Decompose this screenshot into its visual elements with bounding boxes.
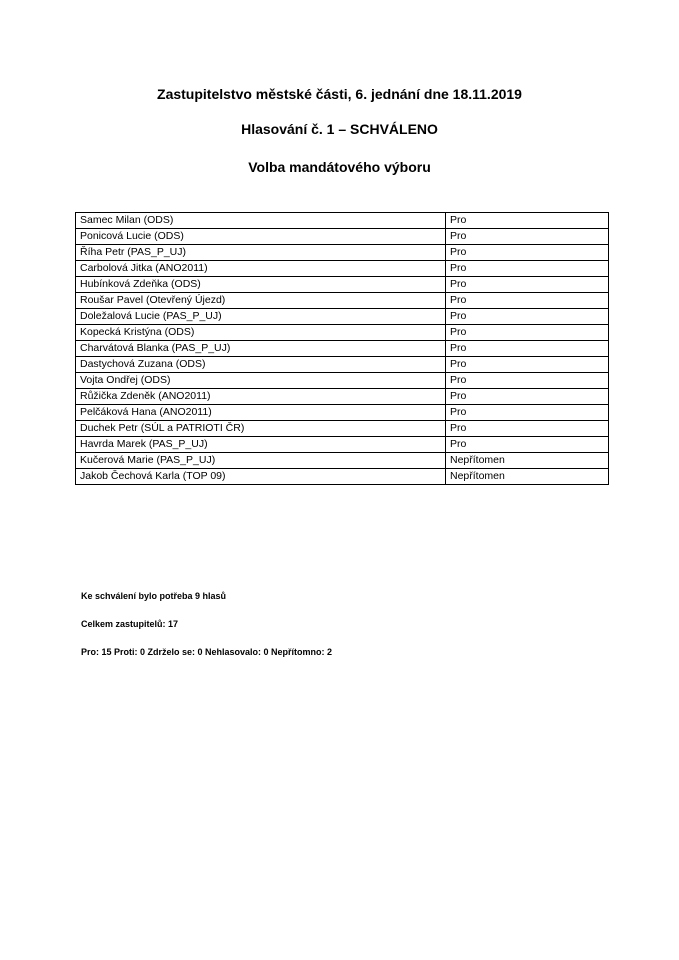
member-vote: Pro [446, 421, 609, 437]
table-row [76, 261, 609, 277]
member-vote: Pro [446, 213, 609, 229]
member-vote: Pro [446, 261, 609, 277]
member-name: Carbolová Jitka (ANO2011) [76, 261, 446, 277]
member-vote: Pro [446, 341, 609, 357]
vote-table [75, 212, 609, 485]
member-name: Havrda Marek (PAS_P_UJ) [76, 437, 446, 453]
total-members-text: Celkem zastupitelů: 17 [81, 619, 179, 629]
member-name: Roušar Pavel (Otevřený Újezd) [76, 293, 446, 309]
member-name: Ponicová Lucie (ODS) [76, 229, 446, 245]
member-vote: Pro [446, 293, 609, 309]
member-vote: Pro [446, 389, 609, 405]
member-name: Kučerová Marie (PAS_P_UJ) [76, 453, 446, 469]
member-name: Pelčáková Hana (ANO2011) [76, 405, 446, 421]
table-row [76, 277, 609, 293]
required-votes-text: Ke schválení bylo potřeba 9 hlasů [81, 591, 227, 601]
table-row [76, 341, 609, 357]
table-row [76, 245, 609, 261]
member-vote: Nepřítomen [446, 453, 609, 469]
member-name: Kopecká Kristýna (ODS) [76, 325, 446, 341]
member-name: Jakob Čechová Karla (TOP 09) [76, 469, 446, 485]
member-name: Hubínková Zdeňka (ODS) [76, 277, 446, 293]
table-row [76, 357, 609, 373]
table-row [76, 437, 609, 453]
member-name: Charvátová Blanka (PAS_P_UJ) [76, 341, 446, 357]
member-vote: Nepřítomen [446, 469, 609, 485]
member-vote: Pro [446, 277, 609, 293]
table-row [76, 309, 609, 325]
member-vote: Pro [446, 373, 609, 389]
table-row [76, 453, 609, 469]
member-vote: Pro [446, 229, 609, 245]
member-name: Dastychová Zuzana (ODS) [76, 357, 446, 373]
table-row [76, 213, 609, 229]
table-row [76, 373, 609, 389]
member-name: Růžička Zdeněk (ANO2011) [76, 389, 446, 405]
member-vote: Pro [446, 245, 609, 261]
member-name: Duchek Petr (SÚL a PATRIOTI ČR) [76, 421, 446, 437]
table-row [76, 229, 609, 245]
table-row [76, 421, 609, 437]
member-name: Vojta Ondřej (ODS) [76, 373, 446, 389]
member-name: Říha Petr (PAS_P_UJ) [76, 245, 446, 261]
member-vote: Pro [446, 309, 609, 325]
member-name: Doležalová Lucie (PAS_P_UJ) [76, 309, 446, 325]
vote-subject-heading: Volba mandátového výboru [248, 159, 431, 175]
vote-number-heading: Hlasování č. 1 – SCHVÁLENO [241, 121, 438, 137]
member-vote: Pro [446, 357, 609, 373]
document-title: Zastupitelstvo městské části, 6. jednání dne 18.11.2019 [157, 86, 522, 102]
member-vote: Pro [446, 325, 609, 341]
table-row [76, 325, 609, 341]
table-row [76, 405, 609, 421]
member-vote: Pro [446, 405, 609, 421]
vote-result-text: Pro: 15 Proti: 0 Zdrželo se: 0 Nehlasovalo: 0 Nepřítomno: 2 [81, 647, 333, 657]
table-row [76, 293, 609, 309]
table-row [76, 389, 609, 405]
member-vote: Pro [446, 437, 609, 453]
member-name: Samec Milan (ODS) [76, 213, 446, 229]
table-row [76, 469, 609, 485]
